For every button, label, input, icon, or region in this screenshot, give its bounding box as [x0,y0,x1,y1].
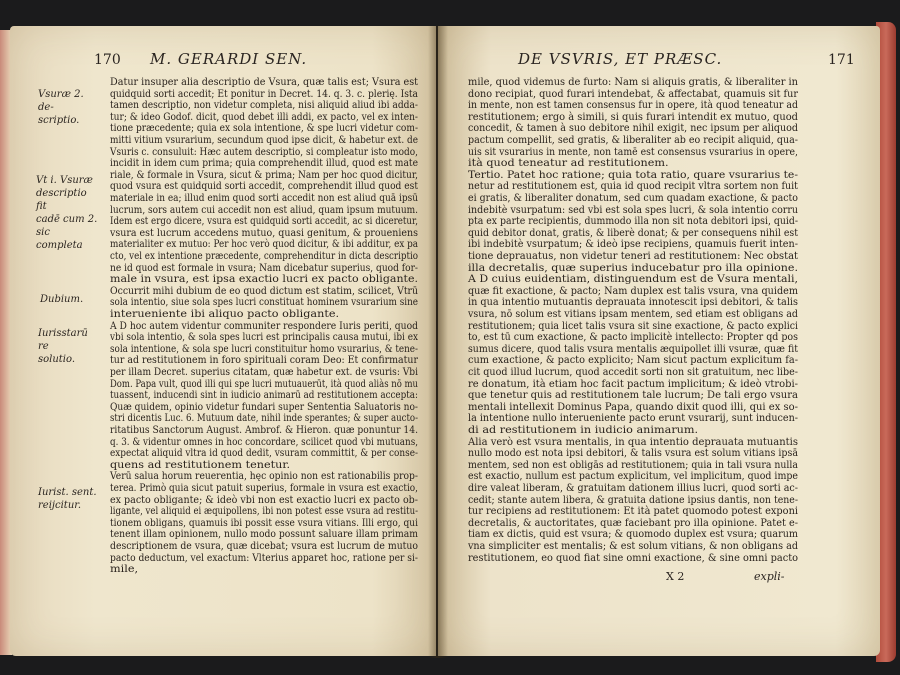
text-line: quid debitor donat, gratis, & liberè donat; & per consequens nihil est [468,226,798,239]
margin-note: Dubium. [40,294,84,305]
text-line: restitutionem; ergo à simili, si quis furari intendit ex mutuo, quod [468,110,798,123]
text-line: quæ fit exactione, & pacto; Nam duplex est talis vsura, vna quidem [468,284,798,297]
text-line: cum exactione, & pacto explicito; Nam sicut pactum explicitum fa- [468,354,798,367]
text-line: dire valeat liberam, & gratuitam dationem illius lucri, quod sorti ac- [468,482,798,494]
text-line: vsura est lucrum accedens mutuo, quasi genitum, & proueniens [110,226,418,239]
text-line: di ad restitutionem in iudicio animarum. [468,424,699,436]
text-line: descriptionem de vsura, quæ dicebat; vsura est lucrum de mutuo [110,540,418,552]
right-running-head: DE VSVRIS, ET PRÆSC. [518,50,723,68]
text-line: vsura, nō solum est vitians ipsam mentem, sed etiam est obligans ad [468,308,798,320]
text-line: illa decretalis, quæ superius inducebatur pro illa opinione. [468,261,798,274]
text-line: tione præcedente; quia ex sola intentione, & spe lucri videtur com- [110,122,418,135]
text-line: tuassent, inducendi sint in iudicio animarū ad restitutionem accepta: [110,389,418,402]
text-line: decretalis, & auctoritates, quæ faciebant pro illa opinione. Patet e- [468,516,798,529]
text-line: la intentione nullo interueniente pacto erunt vsurarij, sunt inducen- [468,412,798,425]
left-running-head: M. GERARDI SEN. [150,50,308,68]
text-line: male in vsura, est ipsa exactio lucri ex pacto obligante. [110,273,418,286]
text-line: materialiter ex mutuo: Per hoc verò quod dicitur, & ibi additur, ex pa [110,238,418,251]
text-line: terea. Primò quia sicut patuit superius, formale in vsura est exactio, [110,482,418,494]
text-line: mile, [110,563,139,576]
text-line: pacto deductum, vel exactum: Vlterius apparet hoc, ratione per si- [110,551,418,564]
margin-note: Iurist. sent. reijcitur. [38,487,97,511]
text-line: tenent illam opinionem, nullo modo possunt saluare illam primam [110,528,418,541]
text-line: tione deprauatus, non videtur teneri ad restitutionem: Nec obstat [468,250,798,262]
text-line: Quæ quidem, opinio videtur fundari super Sententia Saluatoris no- [110,400,418,413]
signature-mark: X 2 [666,570,685,583]
text-line: A D cuius euidentiam, distinguendum est de Vsura mentali, [468,273,798,286]
text-line: uis sit vsurarius in mente, non tamē est consensus vsurarius in opere, [468,145,798,158]
text-line: restitutionem; quia licet talis vsura sit sine exactione, & pacto explici [468,319,798,332]
text-line: concedit, & tamen à suo debitore nihil exigit, nec ipsum per aliquod [468,122,798,135]
text-line: tiam ex dictis, quid est vsura; & quomodo duplex est vsura; quarum [468,528,798,541]
text-line: tionem obligans, quamuis ibi possit esse vsura vitians. Illi ergo, qui [110,516,418,529]
catchword: expli- [754,570,785,583]
text-line: cedit; stante autem libera, & gratuita datione ipsius dantis, non tene- [468,493,798,506]
text-line: in mente, non est tamen consensus fur in opere, ità quod teneatur ad [468,99,798,112]
text-line: quidquid sorti accedit; Et ponitur in Decret. 14. q. 3. c. plerię. Ista [110,87,418,100]
text-line: lucrum, sors autem cui accedit non est aliud, quam ipsum mutuum. [110,203,418,216]
text-line: Alia verò est vsura mentalis, in qua intentio deprauata mutuantis [468,435,798,448]
text-line: tur; & ideo Godof. dicit, quod debet illi addi, ex pacto, vel ex inten- [110,110,418,123]
text-line: interueniente ibi aliquo pacto obligante. [110,308,340,320]
left-page [10,26,436,656]
text-line: expectat aliquid vltra id quod dedit, vsuram committit, & per conse- [110,447,418,460]
text-line: mile, quod videmus de furto: Nam si aliquis gratis, & liberaliter in [468,76,798,88]
text-line: materiale in ea; illud enim quod sorti accedit non est aliud quā ipsū [110,192,418,204]
text-line: netur ad restitutionem est, quia id quod recipit vltra sortem non fuit [468,180,798,193]
text-line: ritatibus Sanctorum August. Ambrof. & Hieron. quæ ponuntur 14. [110,424,418,436]
text-line: restitutionem, eo quod fiat sine omni exactione, & sine omni pacto [468,551,798,564]
text-line: pactum compellit, sed gratis, & liberaliter ab eo recipit aliquid, qua- [468,134,798,146]
text-line: mentali intellexit Dominus Papa, quando dixit quod illi, qui ex so- [468,400,798,413]
left-page-number: 170 [94,52,121,68]
text-line: dono recipiat, quod furari intendebat, & affectabat, quamuis sit fur [468,87,798,100]
text-line: incidit in idem cum prima; quia comprehendit illud, quod est mate [110,157,418,170]
book-gutter [428,26,448,658]
text-line: Verū salua horum reuerentia, hęc opinio non est rationabilis prop- [110,470,418,483]
text-line: pta ex parte recipientis, dummodo illa non sit nota debitori ipsi, quid- [468,215,798,228]
text-line: riale, & formale in Vsura, sicut & prima; Nam per hoc quod dicitur, [110,168,418,181]
text-line: to, est tū cum exactione, & pacto implicitè intellecto: Propter qd pos [468,331,798,344]
text-line: Dom. Papa vult, quod illi qui spe lucri mutuauerūt, ità quod aliàs nō mu [110,377,418,390]
text-line: cto, vel ex intentione præcedente, comprehenditur in dicta descriptio [110,250,418,262]
text-line: ne id quod est formale in vsura; Nam dicebatur superius, quod for- [110,261,418,274]
text-line: ex pacto obligante; & ideò vbi non est exactio lucri ex pacto ob- [110,493,418,506]
text-line: tamen descriptio, non videtur completa, nisi aliquid aliud ibi adda- [110,99,418,112]
text-line: in qua intentio mutuantis deprauata innotescit ipsi debitori, & talis [468,296,798,309]
margin-note: Vt i. Vsuræ descriptio fit cadē cum 2. sic completa [36,175,98,251]
text-line: Occurrit mihi dubium de eo quod dictum est statim, scilicet, Vtrū [110,284,418,297]
text-line: sumus dicere, quod talis vsura mentalis æquipollet illi vsuræ, quæ fit [468,342,798,355]
text-line: Vsuris c. consuluit: Hæc autem descriptio, si compleatur isto modo, [110,145,418,158]
text-line: ità quod teneatur ad restitutionem. [468,157,669,170]
text-line: vbi sola intentio, & sola spes lucri est principalis causa mutui, ibi ex [110,331,418,344]
text-line: Tertio. Patet hoc ratione; quia tota ratio, quare vsurarius te- [468,168,798,181]
margin-note: Iurisstarū re solutio. [38,328,88,365]
text-line: cit quod illud lucrum, quod accedit sorti non sit gratuitum, nec libe- [468,366,798,378]
text-line: Datur insuper alia descriptio de Vsura, quæ talis est; Vsura est [110,76,418,88]
text-line: q. 3. & videntur omnes in hoc concordare, scilicet quod vbi mutuans, [110,435,418,448]
text-line: A D hoc autem videntur communiter respondere Iuris periti, quod [110,319,418,332]
text-line: que tenetur quis ad restitutionem tale lucrum; De tali ergo vsura [468,389,798,402]
right-page-number: 171 [828,52,855,68]
text-line: mitti vitium vsurarium, secundum quod ipse dicit, & habetur ext. de [110,134,418,146]
text-line: sola intentio, siue sola spes lucri constituat hominem vsurarium sine [110,296,418,309]
text-line: tur ad restitutionem in foro spirituali coram Deo: Et confirmatur [110,354,418,367]
text-line: mentem, sed non est obligās ad restitutionem; quia in tali vsura nulla [468,458,798,471]
text-line: est exactio, nullum est pactum explicitum, vel implicitum, quod impe [468,470,798,483]
text-line: stri dicentis Luc. 6. Mutuum date, nihil inde sperantes; & super aucto- [110,412,418,425]
text-line: ligante, vel aliquid ei æquipollens, ibi non potest esse vsura ad restitu- [110,505,418,518]
text-line: vna simpliciter est mentalis; & est solum vitians, & non obligans ad [468,540,798,552]
right-page [438,26,880,656]
text-line: ei gratis, & liberaliter donatum, sed cum quadam exactione, & pacto [468,192,798,204]
text-line: sola intentione, & sola spe lucri constituitur homo vsurarius, & tene- [110,342,418,355]
text-line: indebitè vsurpatum: sed vbi est sola spes lucri, & sola intentio corru [468,203,798,216]
text-line: ibi indebitè vsurpatum; & ideò ipse recipiens, quamuis fuerit inten- [468,238,798,251]
text-line: Idem est ergo dicere, vsura est quidquid sorti accedit, ac si diceretur, [110,215,418,228]
text-line: per illam Decret. superius citatam, quæ habetur ext. de vsuris: Vbi [110,366,418,378]
text-line: re donatum, ità etiam hoc facit pactum implicitum; & ideò vtrobi- [468,377,798,390]
text-line: nullo modo est nota ipsi debitori, & talis vsura est solum vitians ipsā [468,447,798,460]
text-line: quod vsura est quidquid sorti accedit, comprehendit illud quod est [110,180,418,193]
margin-note: Vsuræ 2. de- scriptio. [38,89,84,126]
text-line: tur recipiens ad restitutionem: Et ità patet quomodo potest exponi [468,505,798,518]
text-line: quens ad restitutionem tenetur. [110,458,291,471]
